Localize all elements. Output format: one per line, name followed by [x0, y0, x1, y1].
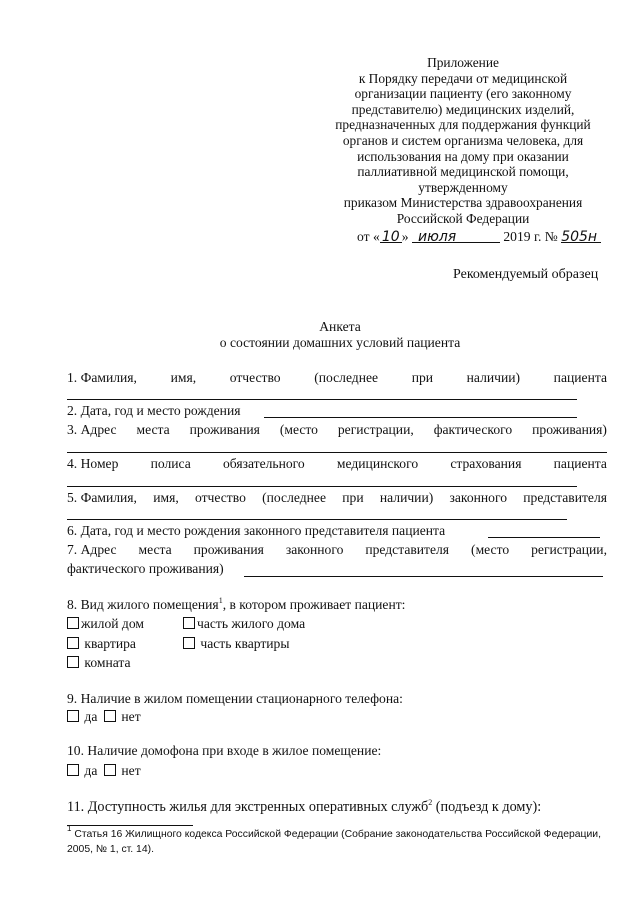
- question-11: 11. Доступность жилья для экстренных оперативных служб$^2$ (подъезд к дому):: [67, 798, 542, 815]
- footnote-ref-2: 2: [428, 798, 433, 807]
- question-4: 4. Номер полиса обязательного медицинского страхования пациента: [67, 456, 607, 471]
- answer-line-4[interactable]: [67, 486, 577, 487]
- approval-line: приказом Министерства здравоохранения: [343, 195, 583, 211]
- checkbox-icon[interactable]: [104, 764, 116, 776]
- recommended-label: Рекомендуемый образец: [453, 267, 599, 282]
- option-apartment[interactable]: квартира: [67, 636, 136, 652]
- order-date-line: [357, 229, 601, 245]
- option-phone-no[interactable]: нет: [104, 709, 141, 725]
- date-year: 2019 г. №: [503, 229, 558, 244]
- option-room[interactable]: комната: [67, 655, 131, 671]
- answer-line-2[interactable]: [264, 417, 577, 418]
- option-intercom-yes[interactable]: да: [67, 763, 97, 779]
- form-subtitle: о состоянии домашних условий пациента: [219, 335, 461, 350]
- footnote-text: Статья 16 Жилищного кодекса Российской Федерации (Собрание законодательства Российской Федерации, 2005, № 1, ст. 14).: [67, 829, 601, 855]
- checkbox-icon[interactable]: [183, 617, 195, 629]
- approval-line: Российской Федерации: [396, 210, 530, 226]
- option-house-part[interactable]: часть жилого дома: [183, 616, 305, 632]
- question-5: 5. Фамилия, имя, отчество (последнее при наличии) законного представителя: [67, 490, 607, 505]
- date-day: 10: [381, 229, 400, 245]
- form-title: Анкета: [319, 319, 361, 334]
- checkbox-icon[interactable]: [67, 710, 79, 722]
- approval-line: предназначенных для поддержания функций: [335, 117, 591, 133]
- question-7: 7. Адрес места проживания законного представителя (место регистрации,: [67, 542, 607, 557]
- checkbox-icon[interactable]: [67, 617, 79, 629]
- answer-line-7[interactable]: [244, 576, 603, 577]
- answer-line-5[interactable]: [67, 519, 567, 520]
- checkbox-icon[interactable]: [183, 637, 195, 649]
- approval-line: утвержденному: [418, 179, 508, 195]
- question-7-cont: фактического проживания): [67, 561, 224, 576]
- option-phone-yes[interactable]: да: [67, 709, 97, 725]
- approval-line: к Порядку передачи от медицинской: [358, 70, 568, 86]
- footnote-mark: 1: [67, 824, 72, 833]
- approval-line: органов и систем организма человека, для: [342, 132, 584, 148]
- checkbox-icon[interactable]: [67, 637, 79, 649]
- question-8: 8. Вид жилого помещения$^1$, в котором проживает пациент:: [67, 596, 406, 612]
- footnote-ref-1: 1: [218, 596, 223, 605]
- option-house[interactable]: жилой дом: [67, 616, 144, 632]
- answer-line-1[interactable]: [67, 399, 577, 400]
- footnote-separator: [67, 825, 193, 826]
- answer-line-3[interactable]: [67, 452, 607, 453]
- footnote: [67, 824, 607, 857]
- approval-block: [330, 55, 596, 227]
- option-intercom-no[interactable]: нет: [104, 763, 141, 779]
- question-10: 10. Наличие домофона при входе в жилое помещение:: [67, 743, 382, 758]
- checkbox-icon[interactable]: [67, 764, 79, 776]
- approval-line: представителю) медицинских изделий,: [351, 101, 575, 117]
- checkbox-icon[interactable]: [67, 656, 79, 668]
- question-2: 2. Дата, год и место рождения: [67, 403, 241, 418]
- order-number: 505н: [561, 229, 598, 245]
- question-3: 3. Адрес места проживания (место регистрации, фактического проживания): [67, 422, 607, 437]
- question-9: 9. Наличие в жилом помещении стационарного телефона:: [67, 691, 403, 706]
- date-mid: »: [401, 229, 409, 244]
- approval-line: Приложение: [427, 55, 499, 70]
- approval-line: организации пациенту (его законному: [354, 86, 572, 102]
- approval-line: паллиативной медицинской помощи,: [357, 164, 569, 180]
- question-6: 6. Дата, год и место рождения законного представителя пациента: [67, 523, 446, 538]
- option-apartment-part[interactable]: часть квартиры: [183, 636, 290, 652]
- question-1: 1. Фамилия, имя, отчество (последнее при наличии) пациента: [67, 370, 607, 385]
- date-month: июля: [417, 229, 457, 245]
- approval-line: использования на дому при оказании: [357, 148, 569, 164]
- checkbox-icon[interactable]: [104, 710, 116, 722]
- answer-line-6[interactable]: [488, 537, 600, 538]
- date-prefix: от «: [357, 229, 380, 244]
